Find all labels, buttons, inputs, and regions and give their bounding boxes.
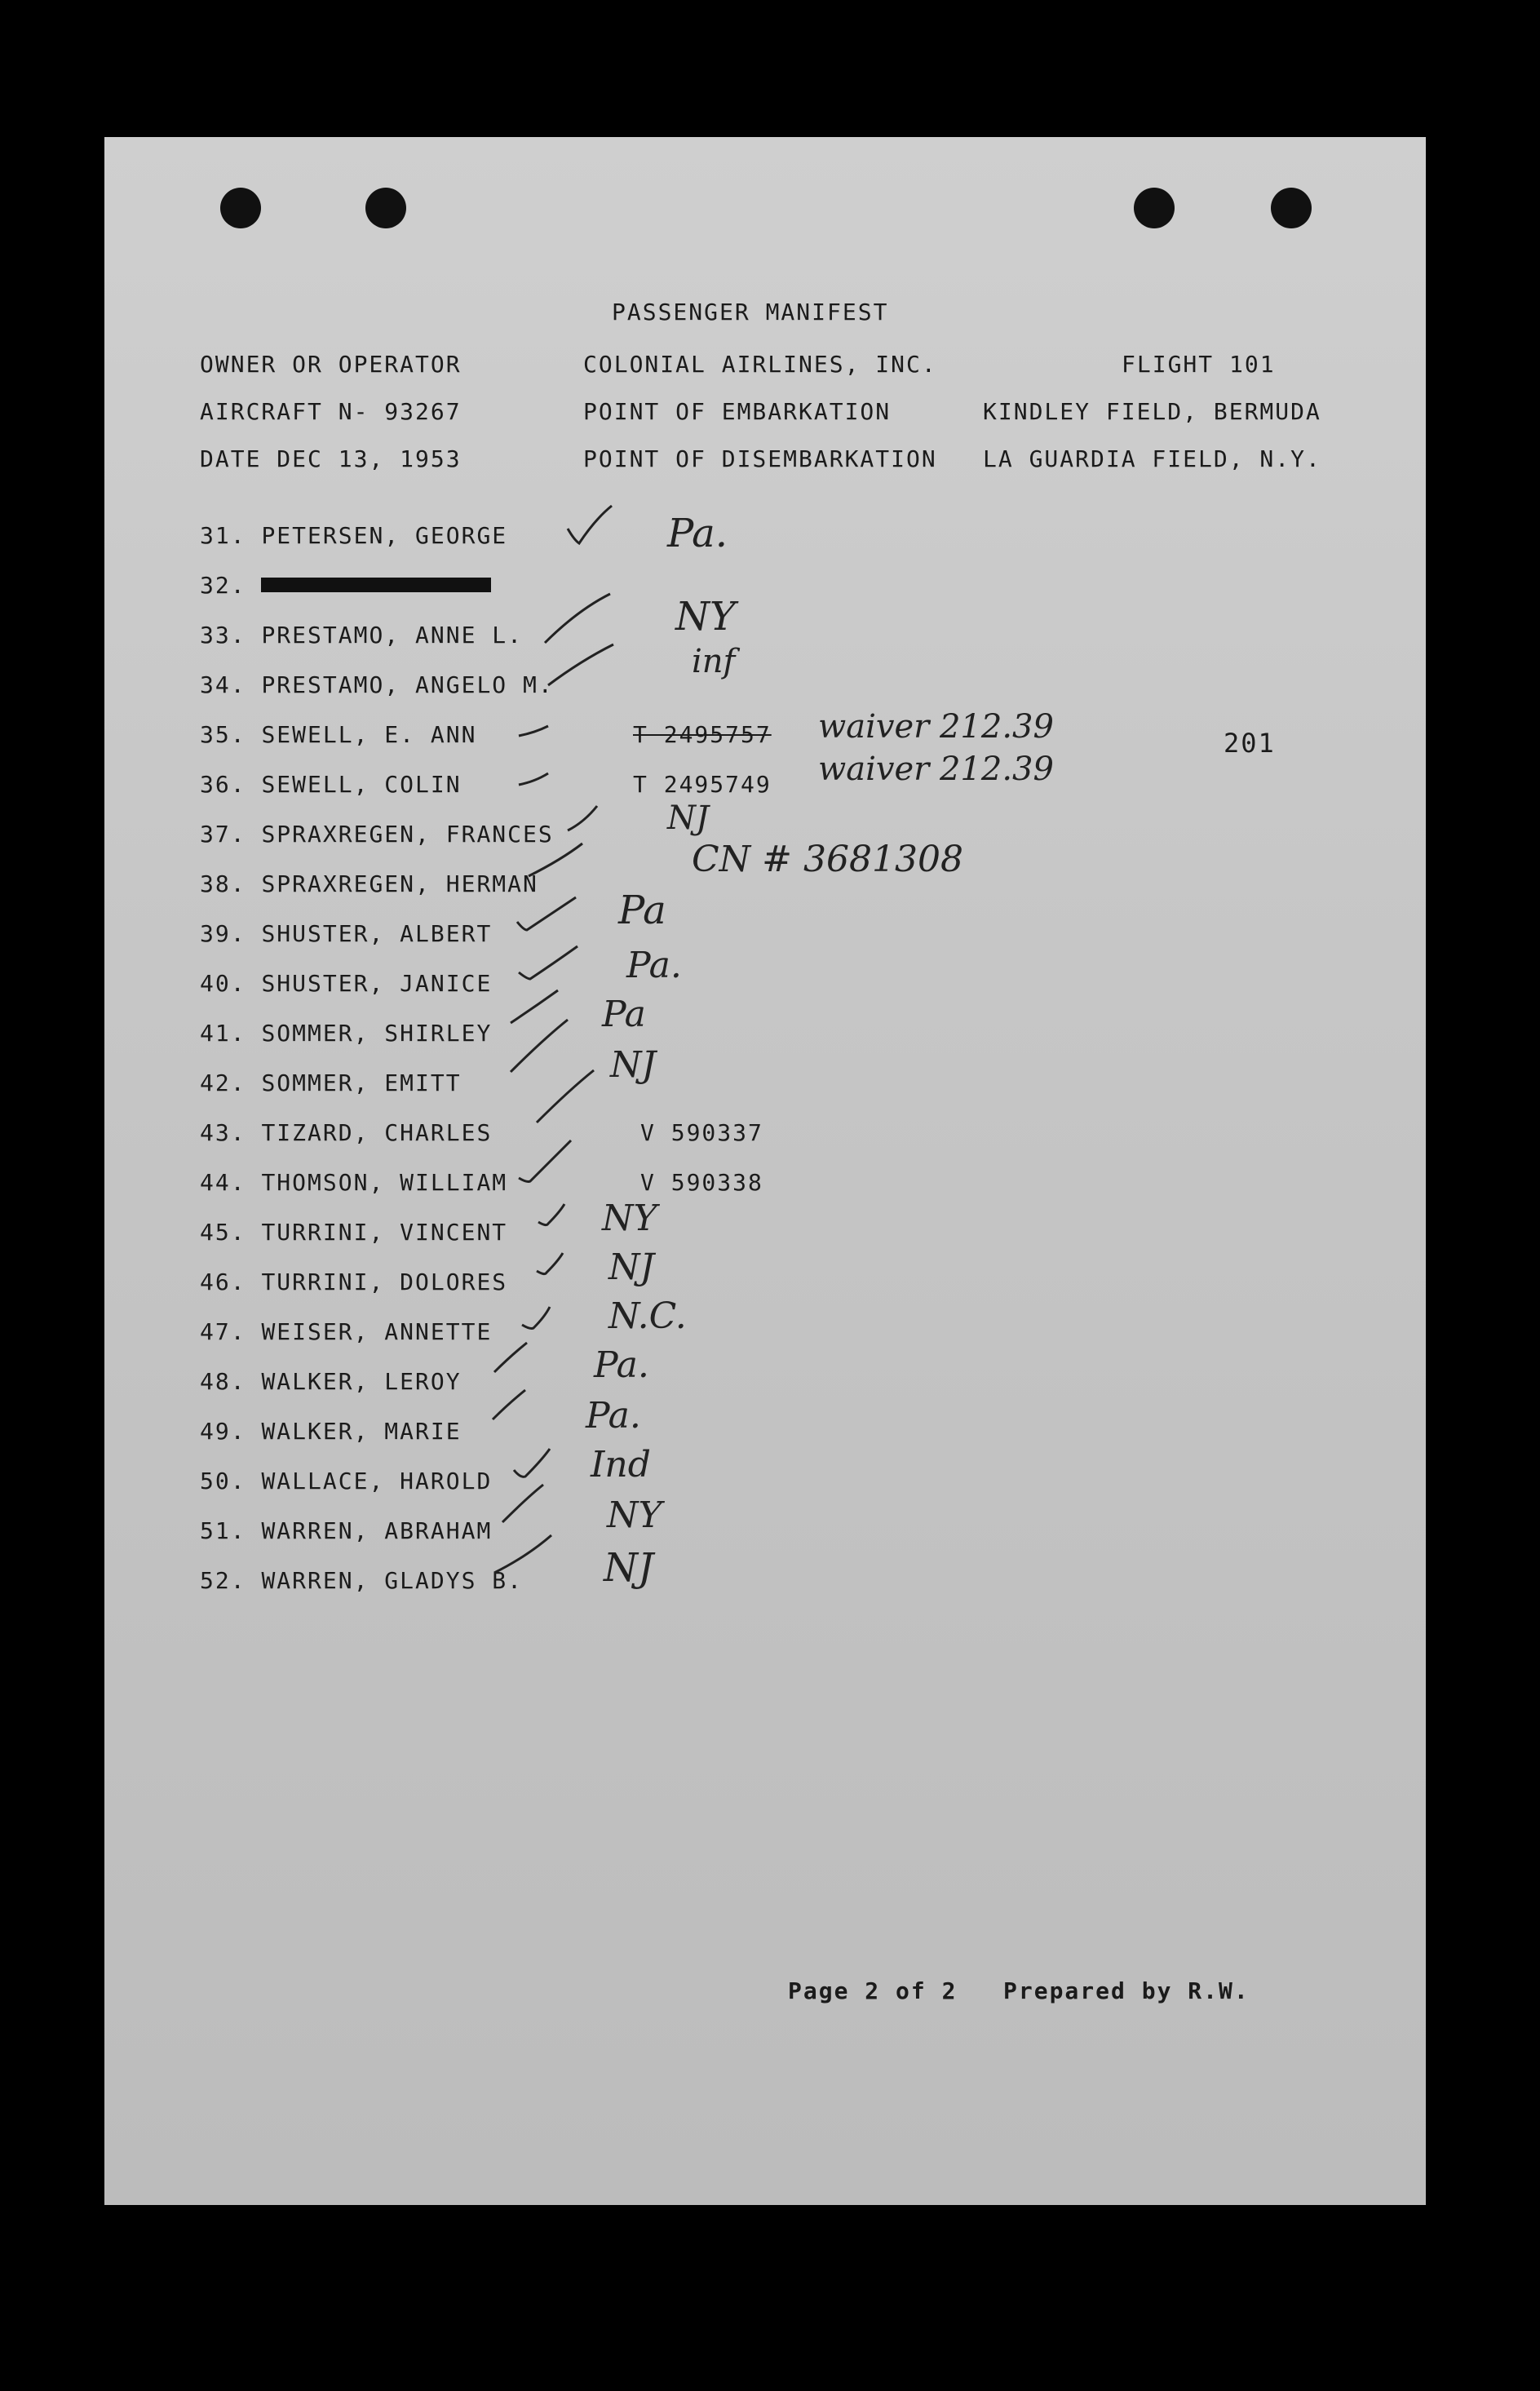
embark-value: KINDLEY FIELD, BERMUDA: [983, 398, 1321, 425]
margin-number: 201: [1224, 728, 1276, 759]
passenger-row: 33. PRESTAMO, ANNE L.: [200, 622, 524, 649]
passenger-row: 38. SPRAXREGEN, HERMAN: [200, 870, 538, 897]
handwritten-state: Pa.: [586, 1395, 641, 1437]
passenger-row: 52. WARREN, GLADYS B.: [200, 1567, 524, 1594]
passenger-row: 31. PETERSEN, GEORGE: [200, 522, 508, 549]
passenger-row: 35. SEWELL, E. ANN: [200, 721, 477, 748]
handwritten-state: Pa.: [594, 1344, 649, 1386]
disembark-label: POINT OF DISEMBARKATION: [583, 445, 937, 472]
handwritten-state: Pa: [602, 994, 646, 1035]
passenger-row: 46. TURRINI, DOLORES: [200, 1269, 508, 1295]
handwritten-state: NY: [675, 594, 736, 640]
passenger-row: 39. SHUSTER, ALBERT: [200, 920, 493, 947]
ticket-number: T 2495749: [633, 771, 772, 798]
handwritten-cn-number: CN # 3681308: [692, 839, 963, 880]
passenger-row: 50. WALLACE, HAROLD: [200, 1468, 493, 1494]
prepared-by: Prepared by R.W.: [1003, 1977, 1250, 2004]
handwritten-state: Pa.: [626, 945, 682, 986]
handwritten-state: NY: [602, 1198, 657, 1239]
handwritten-state: Pa: [618, 888, 666, 933]
handwritten-state: NJ: [667, 799, 710, 837]
passenger-row: 44. THOMSON, WILLIAM: [200, 1169, 508, 1196]
visa-number: V 590337: [640, 1119, 763, 1146]
handwritten-waiver: waiver 212.39: [818, 751, 1054, 788]
date-label: DATE DEC 13, 1953: [200, 445, 462, 472]
embark-label: POINT OF EMBARKATION: [583, 398, 892, 425]
aircraft-label: AIRCRAFT N- 93267: [200, 398, 462, 425]
passenger-row: 42. SOMMER, EMITT: [200, 1069, 462, 1096]
handwritten-state: NJ: [604, 1545, 654, 1591]
handwritten-state: N.C.: [608, 1295, 687, 1337]
passenger-row: 41. SOMMER, SHIRLEY: [200, 1020, 493, 1047]
passenger-row: 34. PRESTAMO, ANGELO M.: [200, 671, 554, 698]
passenger-row: 32.: [200, 572, 246, 599]
passenger-row: 47. WEISER, ANNETTE: [200, 1318, 493, 1345]
passenger-row: 43. TIZARD, CHARLES: [200, 1119, 493, 1146]
handwritten-state: Pa.: [667, 511, 728, 556]
handwritten-state: Ind: [591, 1444, 651, 1486]
owner-value: COLONIAL AIRLINES, INC.: [583, 351, 937, 378]
passenger-row: 49. WALKER, MARIE: [200, 1418, 462, 1445]
passenger-row: 51. WARREN, ABRAHAM: [200, 1517, 493, 1544]
check-marks: [104, 137, 1426, 1687]
disembark-value: LA GUARDIA FIELD, N.Y.: [983, 445, 1321, 472]
manifest-title: PASSENGER MANIFEST: [612, 299, 889, 325]
passenger-row: 48. WALKER, LEROY: [200, 1368, 462, 1395]
handwritten-state: NJ: [608, 1246, 655, 1288]
manifest-sheet: [104, 137, 1426, 2205]
handwritten-note: inf: [692, 643, 736, 680]
ticket-number: T 2495757: [633, 721, 772, 748]
handwritten-waiver: waiver 212.39: [818, 708, 1054, 746]
flight-number: FLIGHT 101: [1122, 351, 1276, 378]
visa-number: V 590338: [640, 1169, 763, 1196]
page-indicator: Page 2 of 2: [788, 1977, 958, 2004]
owner-label: OWNER OR OPERATOR: [200, 351, 462, 378]
handwritten-state: NY: [607, 1494, 662, 1536]
handwritten-state: NJ: [610, 1044, 657, 1086]
passenger-row: 40. SHUSTER, JANICE: [200, 970, 493, 997]
passenger-row: 45. TURRINI, VINCENT: [200, 1219, 508, 1246]
passenger-row: 37. SPRAXREGEN, FRANCES: [200, 821, 554, 848]
passenger-row: 36. SEWELL, COLIN: [200, 771, 462, 798]
